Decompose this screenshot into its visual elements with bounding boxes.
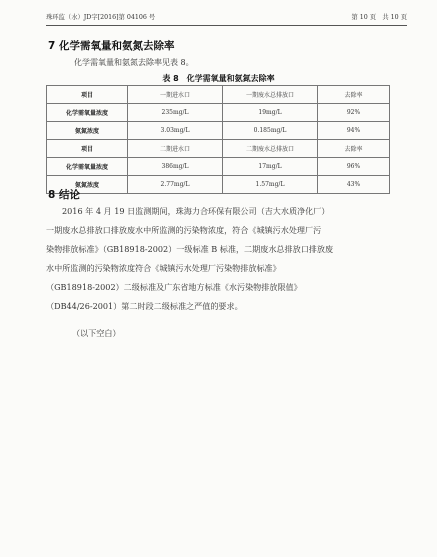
table-cell: 96% [318,158,390,176]
table-header-cell: 一期进水口 [128,86,223,104]
table-header-cell: 一期废水总排放口 [223,86,318,104]
table-cell: 94% [318,122,390,140]
table-cell: 386mg/L [128,158,223,176]
page-number: 第 10 页 共 10 页 [351,14,407,21]
table-header-cell: 项目 [47,140,128,158]
table-header-cell: 去除率 [318,86,390,104]
table-header-cell: 二期进水口 [128,140,223,158]
section-8-heading: 8 结论 [48,189,80,201]
paragraph-line: 2016 年 4 月 19 日监测期间，珠海力合环保有限公司（吉大水质净化厂） [62,206,330,216]
table-cell: 化学需氧量浓度 [47,104,128,122]
table-8-caption: 表 8 化学需氧量和氨氮去除率 [162,74,275,83]
page-header [46,12,407,24]
table-header-cell: 二期废水总排放口 [223,140,318,158]
table-cell: 3.03mg/L [128,122,223,140]
table-row [47,122,390,140]
conclusion-paragraph [46,202,391,315]
table-header-row [47,86,390,104]
paragraph-line: （DB44/26-2001）第二时段二级标准之严值的要求。 [46,300,243,311]
paragraph-line: 一期废水总排放口排放废水中所监测的污染物浓度，符合《城镇污水处理厂污 [46,224,322,235]
paragraph-line: 水中所监测的污染物浓度符合《城镇污水处理厂污染物排放标准》 [46,262,281,273]
table-cell: 0.185mg/L [223,122,318,140]
table-header-row [47,140,390,158]
table-8 [46,85,390,194]
table-header-cell: 项目 [47,86,128,104]
table-cell: 19mg/L [223,104,318,122]
table-cell: 92% [318,104,390,122]
report-number: 珠环监（水）JD字[2016]第 04106 号 [46,14,156,21]
blank-below-note: （以下空白） [72,328,121,338]
table-cell: 氨氮浓度 [47,176,128,194]
table-row [47,158,390,176]
section-7-heading: 7 化学需氧量和氨氮去除率 [48,40,175,52]
table-cell: 235mg/L [128,104,223,122]
table-row [47,104,390,122]
paragraph-line: （GB18918-2002）二级标准及广东省地方标准《水污染物排放限值》 [46,281,302,292]
table-cell: 化学需氧量浓度 [47,158,128,176]
table-header-cell: 去除率 [318,140,390,158]
table-cell: 1.57mg/L [223,176,318,194]
table-cell: 17mg/L [223,158,318,176]
table-cell: 2.77mg/L [128,176,223,194]
paragraph-line: 染物排放标准》（GB18918-2002）一级标准 B 标准，二期废水总排放口排放废 [46,243,334,254]
table-cell: 氨氮浓度 [47,122,128,140]
table-cell: 43% [318,176,390,194]
table-row [47,176,390,194]
section-7-intro: 化学需氧量和氨氮去除率见表 8。 [74,58,194,67]
header-rule [46,25,407,26]
